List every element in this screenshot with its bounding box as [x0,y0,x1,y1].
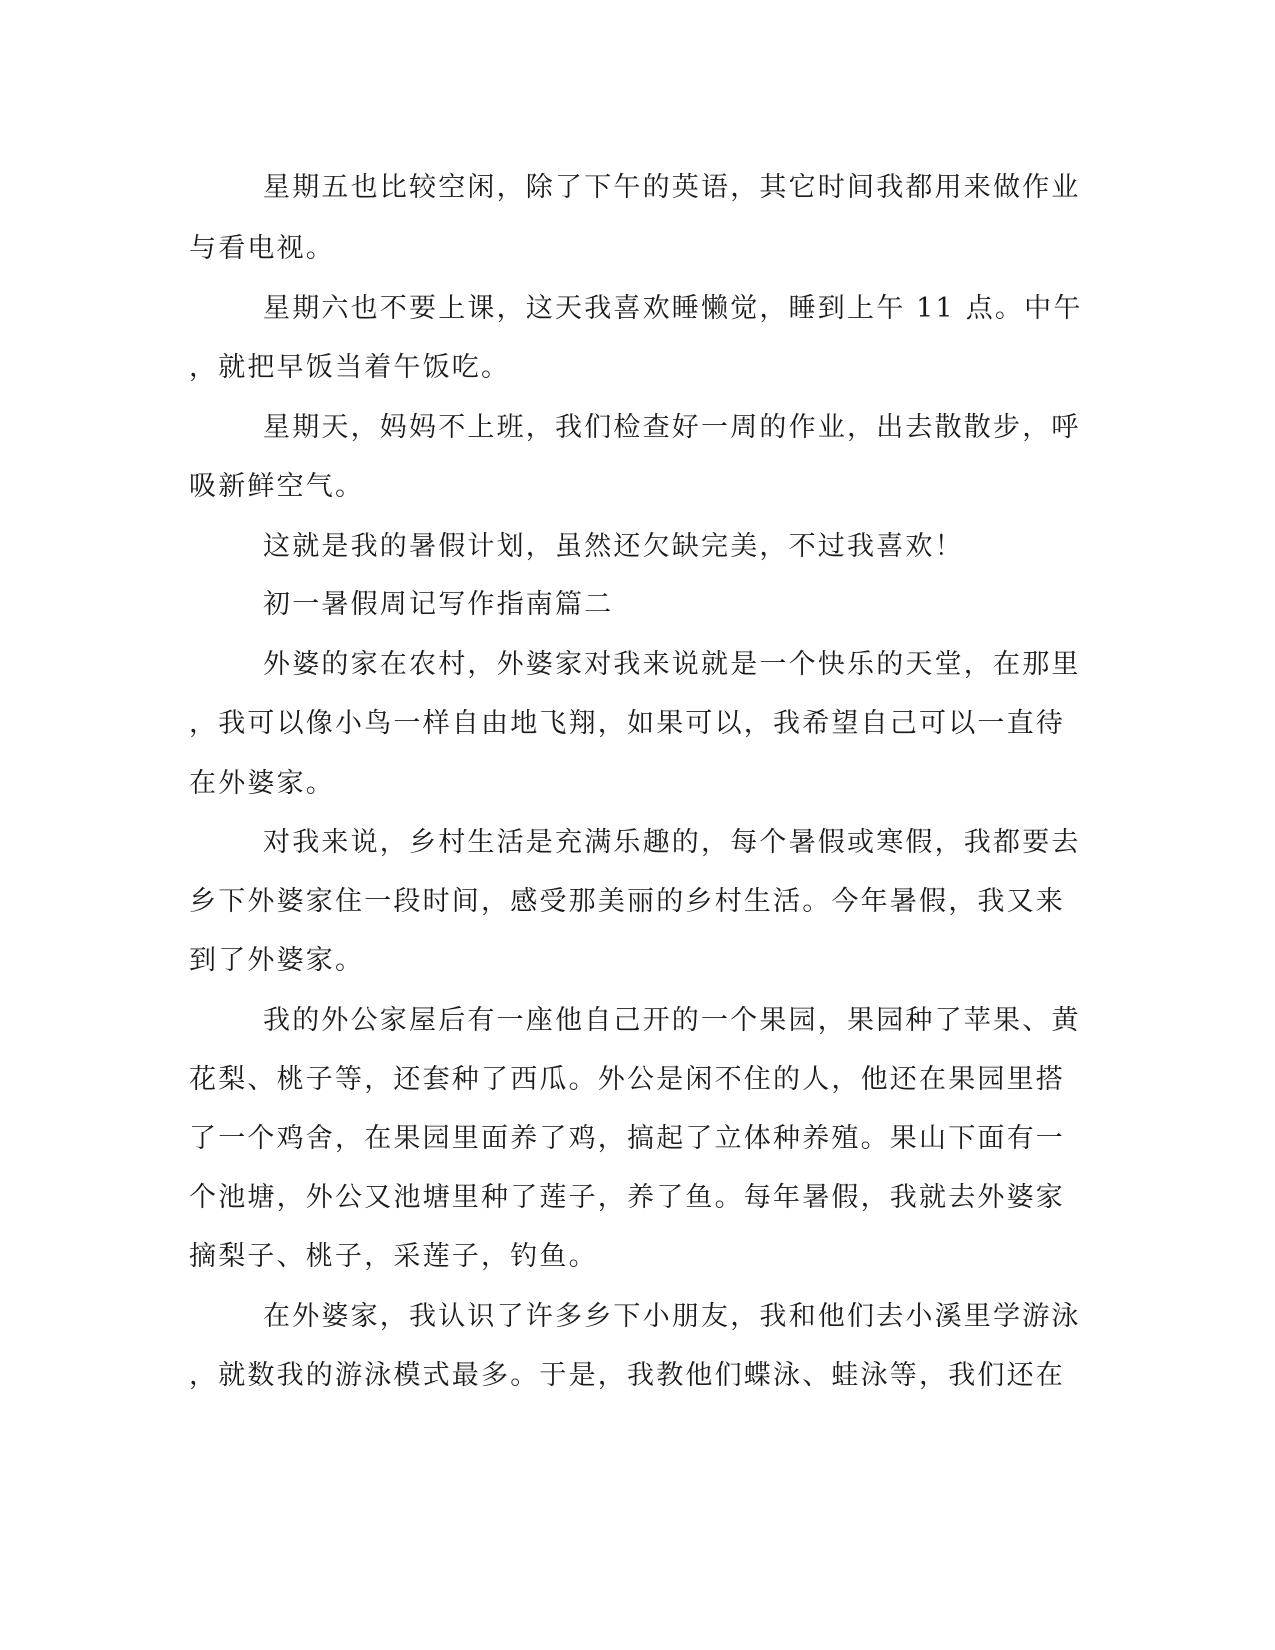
text-line: ，就把早饭当着午饭吃。 [189,352,511,383]
text-line: 到了外婆家。 [189,945,365,976]
section-heading: 初一暑假周记写作指南篇二 [263,589,614,620]
text-line: 星期五也比较空闲，除了下午的英语，其它时间我都用来做作业 [263,172,1081,203]
text-line: 摘梨子、桃子，采莲子，钓鱼。 [189,1241,598,1272]
text-line: 与看电视。 [189,233,335,264]
text-line: 花梨、桃子等，还套种了西瓜。外公是闲不住的人，他还在果园里搭 [189,1064,1065,1095]
text-line: 星期天，妈妈不上班，我们检查好一周的作业，出去散散步，呼 [263,412,1081,443]
text-line: 个池塘，外公又池塘里种了莲子，养了鱼。每年暑假，我就去外婆家 [189,1182,1065,1213]
text-line: ，就数我的游泳模式最多。于是，我教他们蝶泳、蛙泳等，我们还在 [189,1360,1065,1391]
text-line: ，我可以像小鸟一样自由地飞翔，如果可以，我希望自己可以一直待 [189,708,1065,739]
text-line: 星期六也不要上课，这天我喜欢睡懒觉，睡到上午 11 点。中午 [263,293,1083,324]
text-line: 吸新鲜空气。 [189,471,365,502]
text-line: 外婆的家在农村，外婆家对我来说就是一个快乐的天堂，在那里 [263,649,1081,680]
text-line: 了一个鸡舍，在果园里面养了鸡，搞起了立体种养殖。果山下面有一 [189,1123,1065,1154]
text-line: 对我来说，乡村生活是充满乐趣的，每个暑假或寒假，我都要去 [263,827,1081,858]
text-line: 乡下外婆家住一段时间，感受那美丽的乡村生活。今年暑假，我又来 [189,886,1065,917]
text-line: 在外婆家，我认识了许多乡下小朋友，我和他们去小溪里学游泳 [263,1301,1081,1332]
text-line: 我的外公家屋后有一座他自己开的一个果园，果园种了苹果、黄 [263,1005,1081,1036]
text-line: 这就是我的暑假计划，虽然还欠缺完美，不过我喜欢！ [263,531,964,562]
text-line: 在外婆家。 [189,768,335,799]
